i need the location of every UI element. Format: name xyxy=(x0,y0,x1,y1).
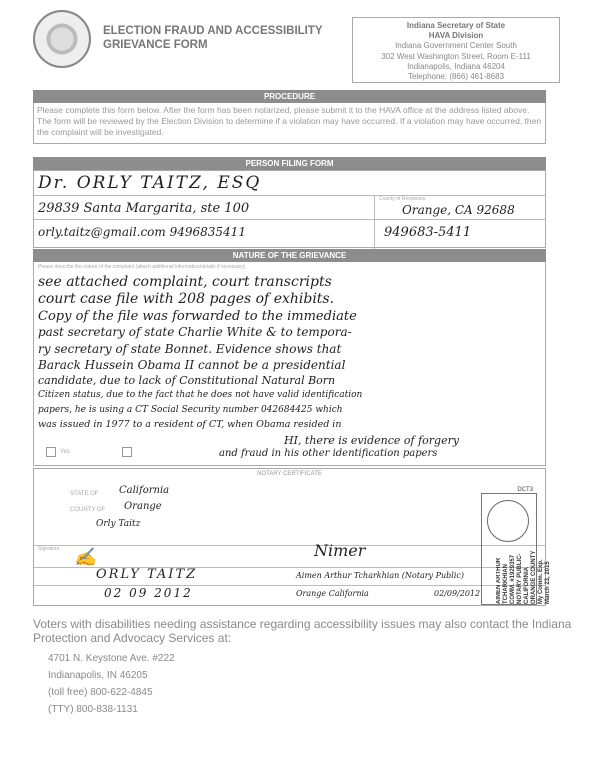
office-name: Indiana Secretary of State xyxy=(406,21,506,30)
filer-address[interactable]: 29839 Santa Margarita, ste 100 xyxy=(38,201,250,216)
state-label: STATE OF xyxy=(70,491,99,497)
filer-email[interactable]: orly.taitz@gmail.com 9496835411 xyxy=(38,225,246,239)
person-heading: PERSON FILING FORM xyxy=(33,157,546,170)
notary-state[interactable]: California xyxy=(119,485,170,496)
ipas-tty: (TTY) 800-838-1131 xyxy=(48,704,138,715)
signature-label: Signature xyxy=(38,546,60,552)
grievance-line: was issued in 1977 to a resident of CT, when Obama resided in xyxy=(38,419,342,430)
filer-city-state-zip[interactable]: Orange, CA 92688 xyxy=(402,203,515,217)
stamp-text: AIMEN ARTHUR TCHARKHIAN COMM. #1929357 NOTARY PUBLIC-CALIFORNIA ORANGE COUNTY My Comm. Exp. March 23, 2015 xyxy=(496,550,551,604)
office-street: 302 West Washington Street, Room E-111 xyxy=(381,51,531,61)
printed-name[interactable]: ORLY TAITZ xyxy=(96,567,198,582)
yes-checkbox[interactable] xyxy=(46,447,56,457)
notary-section xyxy=(33,468,546,606)
office-phone: Telephone: (866) 461-8683 xyxy=(407,72,505,82)
procedure-text: Please complete this form below. After the form has been notarized, please submit it to the HAVA office at the address listed above. The form will be reviewed by the Election Division to determine if a violation may have occurred. If a violation may have occurred, then the complaint will be investigated. xyxy=(33,103,546,144)
notary-county-state[interactable]: Orange California xyxy=(296,589,369,598)
notary-name[interactable]: Aimen Arthur Tcharkhian (Notary Public) xyxy=(296,571,464,580)
office-address-box xyxy=(352,17,560,83)
person-section xyxy=(33,170,546,248)
county-of-label: COUNTY OF xyxy=(70,507,106,513)
office-city: Indianapolis, Indiana 46204 xyxy=(407,61,505,71)
stamp-seal-icon xyxy=(487,500,529,542)
notary-stamp xyxy=(481,487,551,605)
filer-phone[interactable]: 949683-5411 xyxy=(384,225,472,240)
grievance-line: Citizen status, due to the fact that he does not have valid identification xyxy=(38,390,363,400)
office-building: Indiana Government Center South xyxy=(395,41,517,51)
form-title-line1: ELECTION FRAUD AND ACCESSIBILITY xyxy=(103,25,323,37)
notary-signature[interactable]: Nimer xyxy=(314,541,366,560)
notary-county[interactable]: Orange xyxy=(124,501,162,512)
procedure-heading: PROCEDURE xyxy=(33,90,546,103)
filer-name[interactable]: Dr. ORLY TAITZ, ESQ xyxy=(38,173,262,193)
filer-signature[interactable]: ✍ xyxy=(74,547,97,568)
form-title-line2: GRIEVANCE FORM xyxy=(103,39,208,51)
notary-date[interactable]: 02/09/2012 xyxy=(434,589,481,598)
yes-label: Yes xyxy=(60,449,70,455)
accessibility-notice: Voters with disabilities needing assistance regarding accessibility issues may also contact the Indiana Protection and Advocacy Services at: xyxy=(33,617,572,645)
grievance-line: HI, there is evidence of forgery xyxy=(284,434,460,447)
ipas-tollfree: (toll free) 800-622-4845 xyxy=(48,687,153,698)
grievance-line: papers, he is using a CT Social Security number 042684425 which xyxy=(38,405,343,415)
grievance-line: and fraud in his other identification papers xyxy=(219,448,438,459)
no-checkbox[interactable] xyxy=(122,447,132,457)
grievance-line: past secretary of state Charlie White & to tempora- xyxy=(38,325,352,339)
grievance-section xyxy=(33,262,546,466)
notary-heading: NOTARY CERTIFICATE xyxy=(257,471,322,477)
grievance-line: see attached complaint, court transcripts xyxy=(38,274,332,290)
grievance-line: court case file with 208 pages of exhibits. xyxy=(38,291,335,307)
signing-date[interactable]: 02 09 2012 xyxy=(104,586,193,600)
stamp-corner: DCT3 xyxy=(517,487,533,493)
ipas-street: 4701 N. Keystone Ave. #222 xyxy=(48,653,175,664)
grievance-line: ry secretary of state Bonnet. Evidence shows that xyxy=(38,342,342,356)
affiant-name[interactable]: Orly Taitz xyxy=(96,519,141,529)
ipas-city: Indianapolis, IN 46205 xyxy=(48,670,148,681)
form-title xyxy=(103,24,323,52)
grievance-line: candidate, due to lack of Constitutional Natural Born xyxy=(38,374,336,387)
office-division: HAVA Division xyxy=(428,31,484,41)
grievance-heading: NATURE OF THE GRIEVANCE xyxy=(33,249,546,262)
state-seal xyxy=(33,10,91,68)
grievance-line: Copy of the file was forwarded to the immediate xyxy=(38,309,357,324)
grievance-line: Barack Hussein Obama II cannot be a presidential xyxy=(38,358,346,372)
county-label: County of Residence xyxy=(379,196,426,202)
grievance-instructions: Please describe the nature of the complaint (attach additional information/details if necessary) xyxy=(38,264,246,270)
